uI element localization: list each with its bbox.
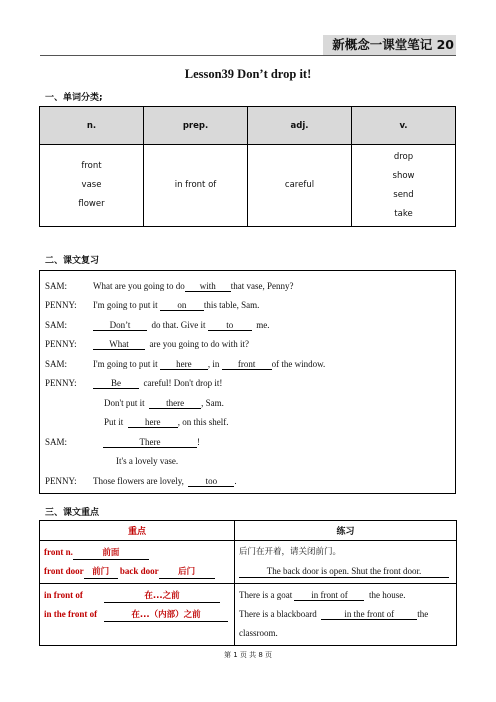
answer-blank: to (208, 320, 252, 331)
vocab-adjs-cell (248, 145, 352, 227)
points-header-row (40, 521, 457, 541)
practice-text: the house. (368, 590, 406, 600)
point-term: back door (119, 566, 159, 576)
practice-answer: The back door is open. Shut the front door. (239, 566, 449, 578)
point-term: front door (44, 566, 84, 576)
page-number: 第 1 页 共 8 页 (223, 651, 273, 659)
practice-answer: in front of (294, 590, 364, 601)
speaker: SAM: (45, 320, 68, 330)
answer-blank: too (188, 476, 234, 487)
point-line (44, 562, 230, 581)
dialog-text: ! (197, 437, 200, 447)
practice-text: There is a blackboard (239, 609, 317, 619)
lesson-title: Lesson39 Don’t drop it! (184, 67, 312, 81)
points-header-practice: 练习 (235, 521, 457, 541)
answer-blank: with (185, 281, 231, 292)
vocab-header-row (40, 107, 456, 145)
header-title: 新概念一课堂笔记 20 (323, 35, 456, 55)
dialog-text: , Sam. (201, 398, 224, 408)
answer-blank: here (160, 359, 208, 370)
dialog-line (45, 281, 293, 292)
dialog-box (39, 270, 456, 494)
dialog-text: Put it (104, 417, 124, 427)
practice-line (239, 562, 452, 581)
dialog-text: Don't put it (104, 398, 145, 408)
section-review-heading: 二、课文复习 (45, 256, 100, 266)
dialog-text: are you going to do with it? (149, 339, 249, 349)
speaker: PENNY: (45, 476, 77, 486)
dialog-text: It's a lovely vase. (116, 456, 179, 466)
speaker: SAM: (45, 437, 68, 447)
dialog-line (45, 359, 325, 370)
dialog-text: What are you going to do (93, 281, 185, 291)
dialog-line (45, 300, 259, 311)
section-vocab-heading: 一、单词分类; (45, 93, 103, 103)
dialog-line (45, 378, 222, 389)
dialog-text: , in (207, 359, 220, 369)
point-meaning: 前门 (84, 567, 118, 579)
points-row (40, 584, 457, 646)
answer-blank: there (149, 398, 201, 409)
point-meaning: 后门 (159, 567, 215, 579)
speaker: SAM: (45, 281, 68, 291)
vocab-word: vase (81, 180, 102, 190)
answer-blank: Be (93, 378, 139, 389)
points-key-cell (40, 584, 235, 646)
dialog-text: . (234, 476, 237, 486)
practice-answer: in the front of (321, 609, 417, 620)
dialog-line (104, 398, 224, 409)
dialog-line (45, 339, 249, 350)
practice-line (239, 624, 452, 643)
vocab-word: take (394, 208, 413, 219)
vocab-header-noun: n. (40, 107, 144, 145)
point-meaning: 在...（内部）之前 (104, 610, 228, 622)
section-points-heading: 三、课文重点 (45, 508, 100, 518)
vocab-table (39, 106, 456, 227)
points-practice-cell (235, 584, 457, 646)
points-row (40, 541, 457, 584)
vocab-word: front (81, 161, 102, 171)
dialog-text: of the window. (271, 359, 326, 369)
dialog-line (45, 437, 200, 448)
points-table (39, 520, 457, 646)
points-practice-cell (235, 541, 457, 584)
point-meaning: 在...之前 (104, 591, 220, 603)
vocab-word: in front of (174, 180, 217, 190)
practice-line (239, 586, 452, 605)
vocab-word: drop (393, 151, 414, 162)
dialog-line (45, 320, 270, 331)
dialog-text: , on this shelf. (177, 417, 229, 427)
dialog-text: Those flowers are lovely, (93, 476, 184, 486)
dialog-line (104, 417, 229, 428)
practice-line (239, 605, 452, 624)
point-line (44, 586, 230, 605)
point-term: front n. (44, 547, 73, 557)
vocab-body-row (40, 145, 456, 227)
vocab-word: flower (78, 199, 105, 209)
dialog-line (116, 456, 178, 466)
dialog-text: this table, Sam. (203, 300, 260, 310)
vocab-word: careful (284, 180, 315, 190)
dialog-text: I'm going to put it (93, 359, 158, 369)
points-key-cell (40, 541, 235, 584)
answer-blank: There (103, 437, 197, 448)
speaker: PENNY: (45, 378, 77, 388)
answer-blank: on (160, 300, 204, 311)
vocab-header-adj: adj. (248, 107, 352, 145)
header-divider (40, 55, 456, 56)
speaker: SAM: (45, 359, 68, 369)
dialog-text: careful! Don't drop it! (143, 378, 223, 388)
vocab-nouns-cell (40, 145, 144, 227)
vocab-verbs-cell (352, 145, 456, 227)
answer-blank: What (93, 339, 145, 350)
speaker: PENNY: (45, 300, 77, 310)
point-term: in the front of (44, 609, 98, 619)
vocab-header-verb: v. (352, 107, 456, 145)
vocab-word: show (392, 170, 415, 181)
dialog-text: do that. Give it (151, 320, 206, 330)
point-line (44, 605, 230, 624)
vocab-header-prep: prep. (144, 107, 248, 145)
dialog-line (45, 476, 237, 487)
point-term: in front of (44, 590, 83, 600)
vocab-preps-cell (144, 145, 248, 227)
point-meaning: 前面 (73, 548, 149, 560)
dialog-text: me. (256, 320, 270, 330)
dialog-text: I'm going to put it (93, 300, 158, 310)
practice-text: There is a goat (239, 590, 293, 600)
practice-prompt: 后门在开着，请关闭前门。 (239, 547, 342, 557)
points-header-key: 重点 (40, 521, 235, 541)
dialog-text: that vase, Penny? (230, 281, 294, 291)
point-line (44, 543, 230, 562)
vocab-word: send (393, 189, 414, 200)
practice-text: classroom. (239, 628, 278, 638)
speaker: PENNY: (45, 339, 77, 349)
answer-blank: front (222, 359, 272, 370)
practice-text: the (417, 609, 429, 619)
answer-blank: Don’t (93, 320, 147, 331)
answer-blank: here (128, 417, 178, 428)
